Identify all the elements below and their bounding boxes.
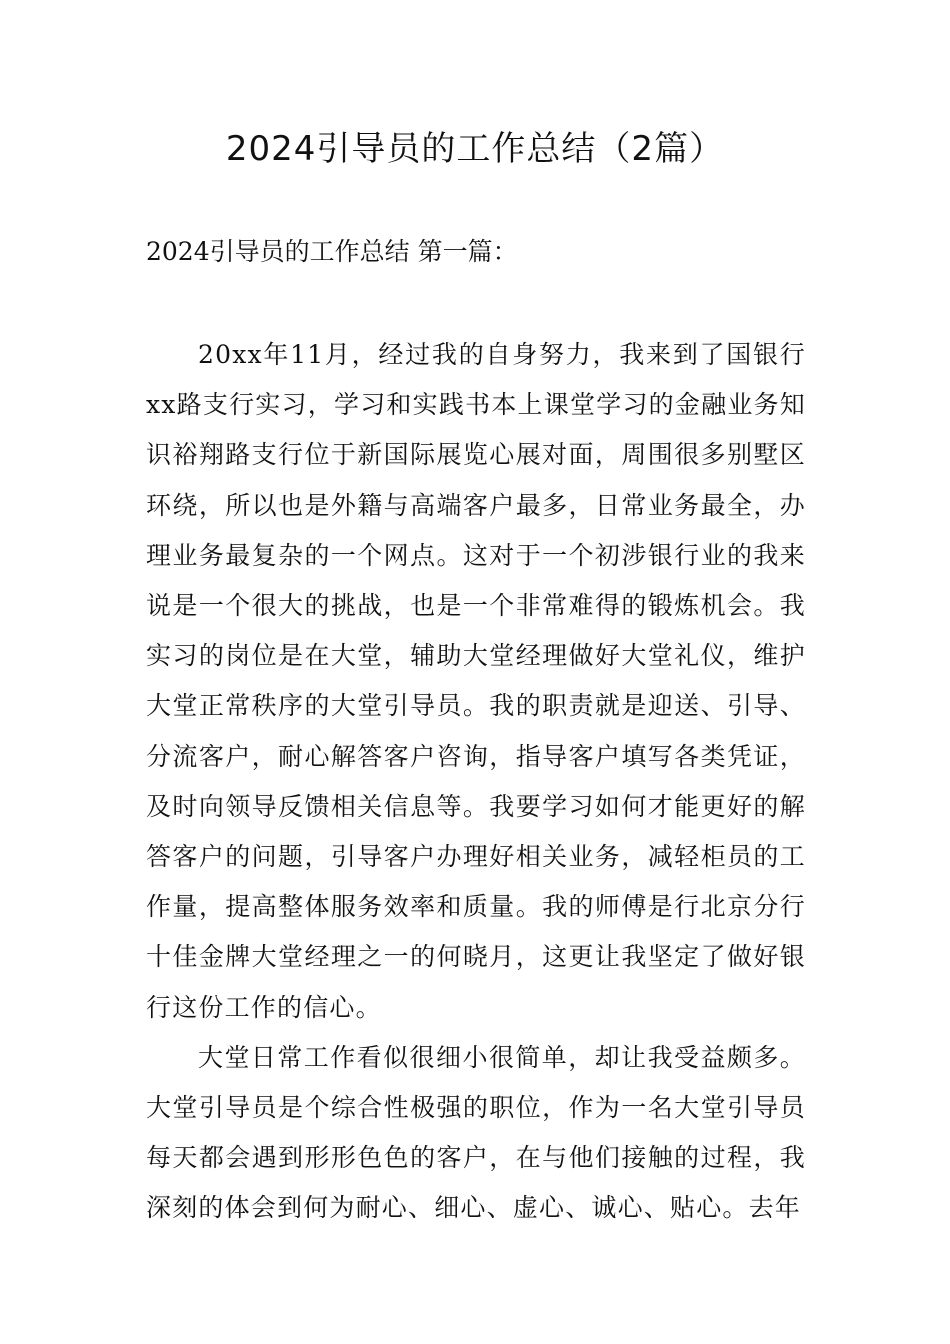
- document-body: [146, 330, 806, 1234]
- section-heading: 2024引导员的工作总结 第一篇：: [146, 237, 518, 266]
- document-title: 2024引导员的工作总结（2篇）: [225, 129, 725, 169]
- paragraph-2: 大堂日常工作看似很细小很简单，却让我受益颇多。大堂引导员是个综合性极强的职位，作为一名大堂引导员每天都会遇到形形色色的客户，在与他们接触的过程，我深刻的体会到何为耐心、细心、虚心、诚心、贴心。去年: [146, 1042, 806, 1223]
- paragraph-1: 20xx年11月，经过我的自身努力，我来到了国银行xx路支行实习，学习和实践书本上课堂学习的金融业务知识裕翔路支行位于新国际展览心展对面，周围很多别墅区环绕，所以也是外籍与高端客户最多，日常业务最全，办理业务最复杂的一个网点。这对于一个初涉银行业的我来说是一个很大的挑战，也是一个非常难得的锻炼机会。我实习的岗位是在大堂，辅助大堂经理做好大堂礼仪，维护大堂正常秩序的大堂引导员。我的职责就是迎送、引导、分流客户，耐心解答客户咨询，指导客户填写各类凭证，及时向领导反馈相关信息等。我要学习如何才能更好的解答客户的问题，引导客户办理好相关业务，减轻柜员的工作量，提高整体服务效率和质量。我的师傅是行北京分行十佳金牌大堂经理之一的何晓月，这更让我坚定了做好银行这份工作的信心。: [146, 340, 806, 1022]
